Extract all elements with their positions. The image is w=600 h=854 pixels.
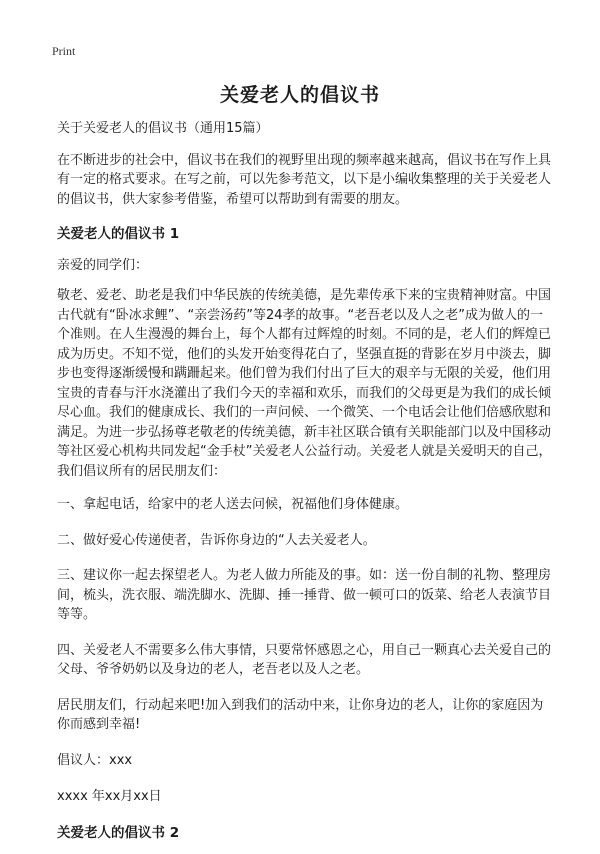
document-subtitle: 关于关爱老人的倡议书（通用15篇） (57, 121, 269, 136)
intro-paragraph: 在不断进步的社会中，倡议书在我们的视野里出现的频率越来越高，倡议书在写作上具有一定的格式要求。在写之前，可以先参考范文，以下是小编收集整理的关于关爱老人的倡议书，供大家参考借鉴，希望可以帮助到有需要的朋友。 (57, 152, 552, 207)
proposal-item-4: 四、关爱老人不需要多么伟大事情，只要常怀感恩之心，用自己一颗真心去关爱自己的父母、爷爷奶奶以及身边的老人，老吾老以及人之老。 (57, 642, 552, 677)
print-link[interactable]: Print (52, 44, 76, 58)
closing-paragraph: 居民朋友们，行动起来吧!加入到我们的活动中来，让你身边的老人，让你的家庭因为你而感到幸福! (57, 697, 544, 732)
proposal-item-3: 三、建议你一起去探望老人。为老人做力所能及的事。如：送一份自制的礼物、整理房间，梳头，洗衣服、端洗脚水、洗脚、捶一捶背、做一顿可口的饭菜、给老人表演节目等等。 (57, 568, 552, 622)
date-line: xxxx 年xx月xx日 (57, 789, 162, 804)
signature-line: 倡议人：xxx (57, 752, 133, 768)
section-2-heading: 关爱老人的倡议书 2 (57, 824, 180, 841)
greeting-line: 亲爱的同学们： (57, 257, 149, 273)
section-1-heading: 关爱老人的倡议书 1 (57, 226, 180, 242)
proposal-item-1: 一、拿起电话，给家中的老人送去问候，祝福他们身体健康。 (57, 497, 409, 512)
proposal-item-2: 二、做好爱心传递使者，告诉你身边的“人去关爱老人。 (57, 532, 376, 548)
document-body (57, 119, 554, 854)
page-title: 关爱老人的倡议书 (219, 84, 380, 106)
section-1-body: 敬老、爱老、助老是我们中华民族的传统美德，是先辈传承下来的宝贵精神财富。中国古代就有“卧冰求鲤”、“亲尝汤药”等24孝的故事。“老吾老以及人之老”成为做人的一个准则。在人生漫漫的舞台上，每个人都有过辉煌的时刻。不同的是，老人们的辉煌已成为历史。不知不觉，他们的头发开始变得花白了，坚强直挺的背影在岁月中淡去，脚步也变得逐渐缓慢和蹒跚起来。他们曾为我们付出了巨大的艰辛与无限的关爱，他们用宝贵的青春与汗水浇灌出了我们今天的幸福和欢乐，而我们的父母更是为我们的成长倾尽心血。我们的健康成长、我们的一声问候、一个微笑、一个电话会让他们倍感欣慰和满足。为进一步弘扬尊老敬老的传统美德，新丰社区联合镇有关职能部门以及中国移动等社区爱心机构共同发起“金手杖”关爱老人公益行动。关爱老人就是关爱明天的自己，我们倡议所有的居民朋友们： (57, 288, 552, 479)
